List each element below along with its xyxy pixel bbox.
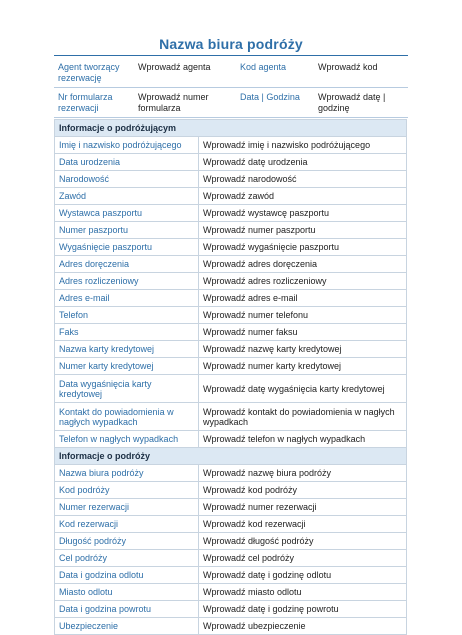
field-value[interactable]: Wprowadź numer telefonu (199, 307, 407, 324)
details-table (54, 119, 407, 635)
field-value[interactable]: Wprowadź adres rozliczeniowy (199, 273, 407, 290)
field-label: Wygaśnięcie paszportu (55, 239, 199, 256)
header-table (54, 58, 408, 118)
field-label: Faks (55, 324, 199, 341)
table-row (55, 465, 407, 482)
field-label: Adres doręczenia (55, 256, 199, 273)
table-row (55, 499, 407, 516)
table-row (55, 482, 407, 499)
field-label: Data i godzina powrotu (55, 601, 199, 618)
field-label: Numer karty kredytowej (55, 358, 199, 375)
field-value[interactable]: Wprowadź narodowość (199, 171, 407, 188)
field-value[interactable]: Wprowadź telefon w nagłych wypadkach (199, 431, 407, 448)
table-row (55, 533, 407, 550)
table-row (55, 358, 407, 375)
agent-value[interactable]: Wprowadź agenta (134, 58, 236, 88)
field-value[interactable]: Wprowadź ubezpieczenie (199, 618, 407, 635)
field-label: Kontakt do powiadomienia w nagłych wypadkach (55, 403, 199, 431)
field-label: Zawód (55, 188, 199, 205)
field-value[interactable]: Wprowadź miasto odlotu (199, 584, 407, 601)
table-row (55, 273, 407, 290)
field-value[interactable]: Wprowadź imię i nazwisko podróżującego (199, 137, 407, 154)
table-row (55, 550, 407, 567)
field-value[interactable]: Wprowadź wygaśnięcie paszportu (199, 239, 407, 256)
field-value[interactable]: Wprowadź kod podróży (199, 482, 407, 499)
section-header (55, 120, 407, 137)
section-header (55, 448, 407, 465)
field-label: Data i godzina odlotu (55, 567, 199, 584)
field-label: Data wygaśnięcia karty kredytowej (55, 375, 199, 403)
field-label: Telefon w nagłych wypadkach (55, 431, 199, 448)
header-row (54, 58, 408, 88)
table-row (55, 584, 407, 601)
table-row (55, 171, 407, 188)
table-row (55, 516, 407, 533)
field-label: Długość podróży (55, 533, 199, 550)
agent-label: Agent tworzący rezerwację (54, 58, 134, 88)
field-label: Telefon (55, 307, 199, 324)
field-value[interactable]: Wprowadź wystawcę paszportu (199, 205, 407, 222)
form-number-value[interactable]: Wprowadź numer formularza (134, 88, 236, 118)
field-value[interactable]: Wprowadź numer paszportu (199, 222, 407, 239)
field-label: Ubezpieczenie (55, 618, 199, 635)
table-row (55, 324, 407, 341)
table-row (55, 403, 407, 431)
table-row (55, 567, 407, 584)
field-value[interactable]: Wprowadź adres doręczenia (199, 256, 407, 273)
field-value[interactable]: Wprowadź długość podróży (199, 533, 407, 550)
field-label: Kod rezerwacji (55, 516, 199, 533)
field-label: Nazwa karty kredytowej (55, 341, 199, 358)
field-label: Wystawca paszportu (55, 205, 199, 222)
field-label: Imię i nazwisko podróżującego (55, 137, 199, 154)
field-label: Kod podróży (55, 482, 199, 499)
table-row (55, 137, 407, 154)
field-label: Data urodzenia (55, 154, 199, 171)
table-row (55, 431, 407, 448)
field-value[interactable]: Wprowadź datę i godzinę odlotu (199, 567, 407, 584)
field-label: Cel podróży (55, 550, 199, 567)
field-value[interactable]: Wprowadź numer karty kredytowej (199, 358, 407, 375)
agent-code-label: Kod agenta (236, 58, 314, 88)
table-row (55, 307, 407, 324)
table-row (55, 375, 407, 403)
section-heading: Informacje o podróży (55, 448, 407, 465)
table-row (55, 256, 407, 273)
field-label: Adres e-mail (55, 290, 199, 307)
date-time-label: Data | Godzina (236, 88, 314, 118)
field-label: Nazwa biura podróży (55, 465, 199, 482)
form-number-label: Nr formularza rezerwacji (54, 88, 134, 118)
table-row (55, 601, 407, 618)
table-row (55, 341, 407, 358)
table-row (55, 239, 407, 256)
field-value[interactable]: Wprowadź kontakt do powiadomienia w nagłych wypadkach (199, 403, 407, 431)
table-row (55, 154, 407, 171)
table-row (55, 290, 407, 307)
agent-code-value[interactable]: Wprowadź kod (314, 58, 408, 88)
field-value[interactable]: Wprowadź numer rezerwacji (199, 499, 407, 516)
table-row (55, 205, 407, 222)
field-value[interactable]: Wprowadź datę i godzinę powrotu (199, 601, 407, 618)
section-heading: Informacje o podróżującym (55, 120, 407, 137)
page-title: Nazwa biura podróży (159, 36, 303, 52)
field-value[interactable]: Wprowadź numer faksu (199, 324, 407, 341)
field-label: Adres rozliczeniowy (55, 273, 199, 290)
field-value[interactable]: Wprowadź zawód (199, 188, 407, 205)
field-value[interactable]: Wprowadź kod rezerwacji (199, 516, 407, 533)
field-label: Numer paszportu (55, 222, 199, 239)
field-value[interactable]: Wprowadź nazwę karty kredytowej (199, 341, 407, 358)
field-value[interactable]: Wprowadź datę wygaśnięcia karty kredytowej (199, 375, 407, 403)
field-label: Numer rezerwacji (55, 499, 199, 516)
field-value[interactable]: Wprowadź nazwę biura podróży (199, 465, 407, 482)
table-row (55, 188, 407, 205)
field-value[interactable]: Wprowadź datę urodzenia (199, 154, 407, 171)
table-row (55, 618, 407, 635)
field-value[interactable]: Wprowadź adres e-mail (199, 290, 407, 307)
header-row (54, 88, 408, 118)
table-row (55, 222, 407, 239)
field-label: Miasto odlotu (55, 584, 199, 601)
field-label: Narodowość (55, 171, 199, 188)
title-divider (54, 55, 408, 56)
date-time-value[interactable]: Wprowadź datę | godzinę (314, 88, 408, 118)
field-value[interactable]: Wprowadź cel podróży (199, 550, 407, 567)
